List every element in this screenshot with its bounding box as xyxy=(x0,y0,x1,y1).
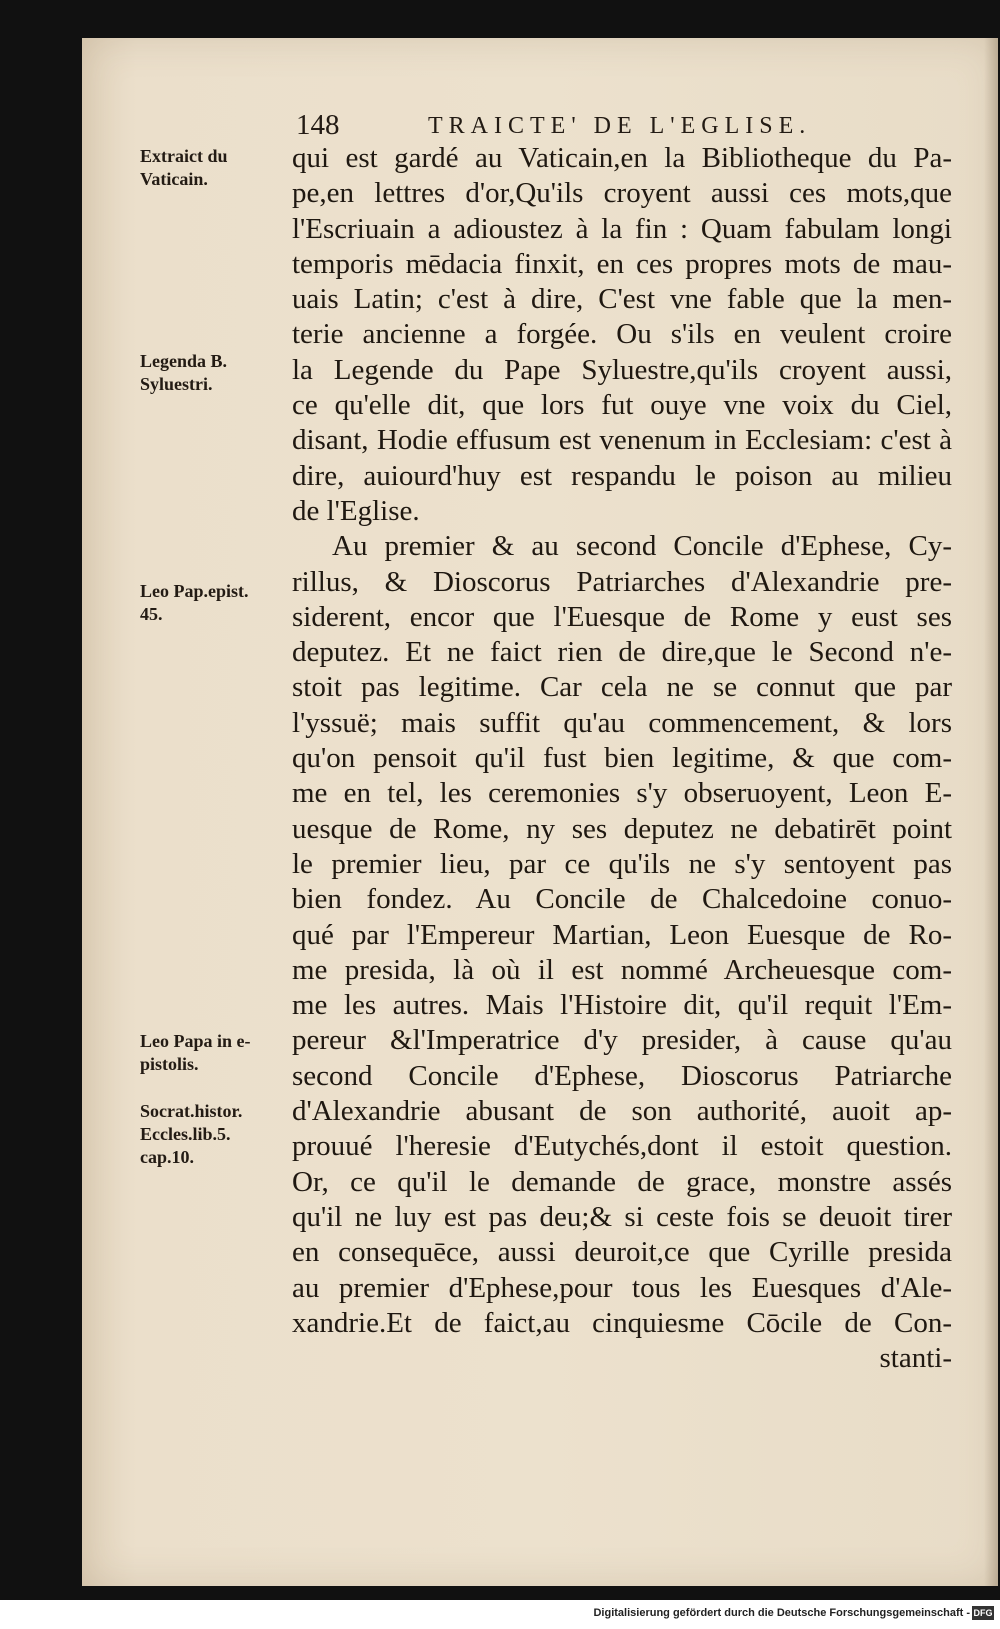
footer-bar xyxy=(0,1600,1000,1629)
text-line: qu'il ne luy est pas deu;& si ceste fois se deuoit tirer xyxy=(292,1200,952,1233)
text-line: la Legende du Pape Syluestre,qu'ils croyent aussi, xyxy=(292,353,952,386)
text-line: au premier d'Ephese,pour tous les Euesques d'Ale- xyxy=(292,1271,952,1304)
text-line: le premier lieu, par ce qu'ils ne s'y sentoyent pas xyxy=(292,847,952,880)
text-line: ce qu'elle dit, que lors fut ouye vne voix du Ciel, xyxy=(292,389,952,422)
margin-note-line: Syluestri. xyxy=(140,374,213,394)
margin-note-legenda xyxy=(140,350,290,396)
text-line: qué par l'Empereur Martian, Leon Euesque de Ro- xyxy=(292,918,952,951)
text-line: de l'Eglise. xyxy=(292,494,420,527)
margin-note-line: Leo Papa in e- xyxy=(140,1031,251,1051)
text-line: en consequēce, aussi deuroit,ce que Cyrille presida xyxy=(292,1236,952,1269)
margin-note-line: 45. xyxy=(140,604,163,624)
margin-note-line: Leo Pap.epist. xyxy=(140,581,249,601)
page-edge-shadow xyxy=(984,38,998,1586)
text-line: Or, ce qu'il le demande de grace, monstre assés xyxy=(292,1165,952,1198)
text-line: stoit pas legitime. Car cela ne se connut que par xyxy=(292,671,952,704)
margin-note-line: cap.10. xyxy=(140,1147,194,1167)
book-page xyxy=(82,38,998,1586)
text-line: pereur &l'Imperatrice d'y presider, à cause qu'au xyxy=(292,1024,952,1057)
text-line: temporis mēdacia finxit, en ces propres mots de mau- xyxy=(292,247,952,280)
text-line: me les autres. Mais l'Histoire dit, qu'il requit l'Em- xyxy=(292,989,952,1022)
text-line: disant, Hodie effusum est venenum in Ecclesiam: c'est à xyxy=(292,424,952,457)
text-line: second Concile d'Ephese, Dioscorus Patriarche xyxy=(292,1059,952,1092)
margin-note-line: pistolis. xyxy=(140,1054,199,1074)
margin-note-line: Socrat.histor. xyxy=(140,1101,243,1121)
text-line: xandrie.Et de faict,au cinquiesme Cōcile de Con- xyxy=(292,1306,952,1339)
text-line: qui est gardé au Vaticain,en la Bibliotheque du Pa- xyxy=(292,142,952,174)
page-number: 148 xyxy=(296,109,340,141)
text-line: bien fondez. Au Concile de Chalcedoine conuo- xyxy=(292,883,952,916)
margin-note-line: Vaticain. xyxy=(140,169,208,189)
text-line: Au premier & au second Concile d'Ephese, Cy- xyxy=(332,530,952,563)
body-text xyxy=(292,141,952,1376)
margin-note-leo-papa xyxy=(140,1030,290,1076)
text-line: qu'on pensoit qu'il fust bien legitime, & que com- xyxy=(292,742,952,775)
text-line: uais Latin; c'est à dire, C'est vne fable que la men- xyxy=(292,283,952,316)
text-line: d'Alexandrie abusant de son authorité, auoit ap- xyxy=(292,1095,952,1128)
margin-note-line: Extraict du xyxy=(140,146,228,166)
text-line: terie ancienne a forgée. Ou s'ils en veulent croire xyxy=(292,318,952,351)
funding-credit: Digitalisierung gefördert durch die Deutsche Forschungsgemeinschaft - xyxy=(593,1607,970,1619)
margin-note-line: Legenda B. xyxy=(140,351,228,371)
running-title: TRAICTE' DE L'EGLISE. xyxy=(428,113,812,139)
text-line: prouué l'heresie d'Eutychés,dont il estoit question. xyxy=(292,1130,952,1163)
text-line: l'yssuë; mais suffit qu'au commencement, & lors xyxy=(292,706,952,739)
text-line: dire, auiourd'huy est respandu le poison au milieu xyxy=(292,459,952,492)
text-line: l'Escriuain a adioustez à la fin : Quam fabulam longi xyxy=(292,212,952,245)
text-line: uesque de Rome, ny ses deputez ne debatirēt point xyxy=(292,812,952,845)
margin-note-leo-epist xyxy=(140,580,290,626)
text-line: me presida, là où il est nommé Archeuesque com- xyxy=(292,953,952,986)
text-line: rillus, & Dioscorus Patriarches d'Alexandrie pre- xyxy=(292,565,952,598)
catchword: stanti- xyxy=(879,1342,952,1375)
text-line: pe,en lettres d'or,Qu'ils croyent aussi ces mots,que xyxy=(292,177,952,210)
text-line: deputez. Et ne faict rien de dire,que le Second n'e- xyxy=(292,636,952,669)
margin-note-socrates xyxy=(140,1100,290,1169)
dfg-logo-icon: DFG xyxy=(973,1608,993,1618)
text-line: me en tel, les ceremonies s'y obseruoyent, Leon E- xyxy=(292,777,952,810)
text-line: siderent, encor que l'Euesque de Rome y eust ses xyxy=(292,600,952,633)
margin-note-line: Eccles.lib.5. xyxy=(140,1124,231,1144)
margin-note-vaticain xyxy=(140,145,290,191)
